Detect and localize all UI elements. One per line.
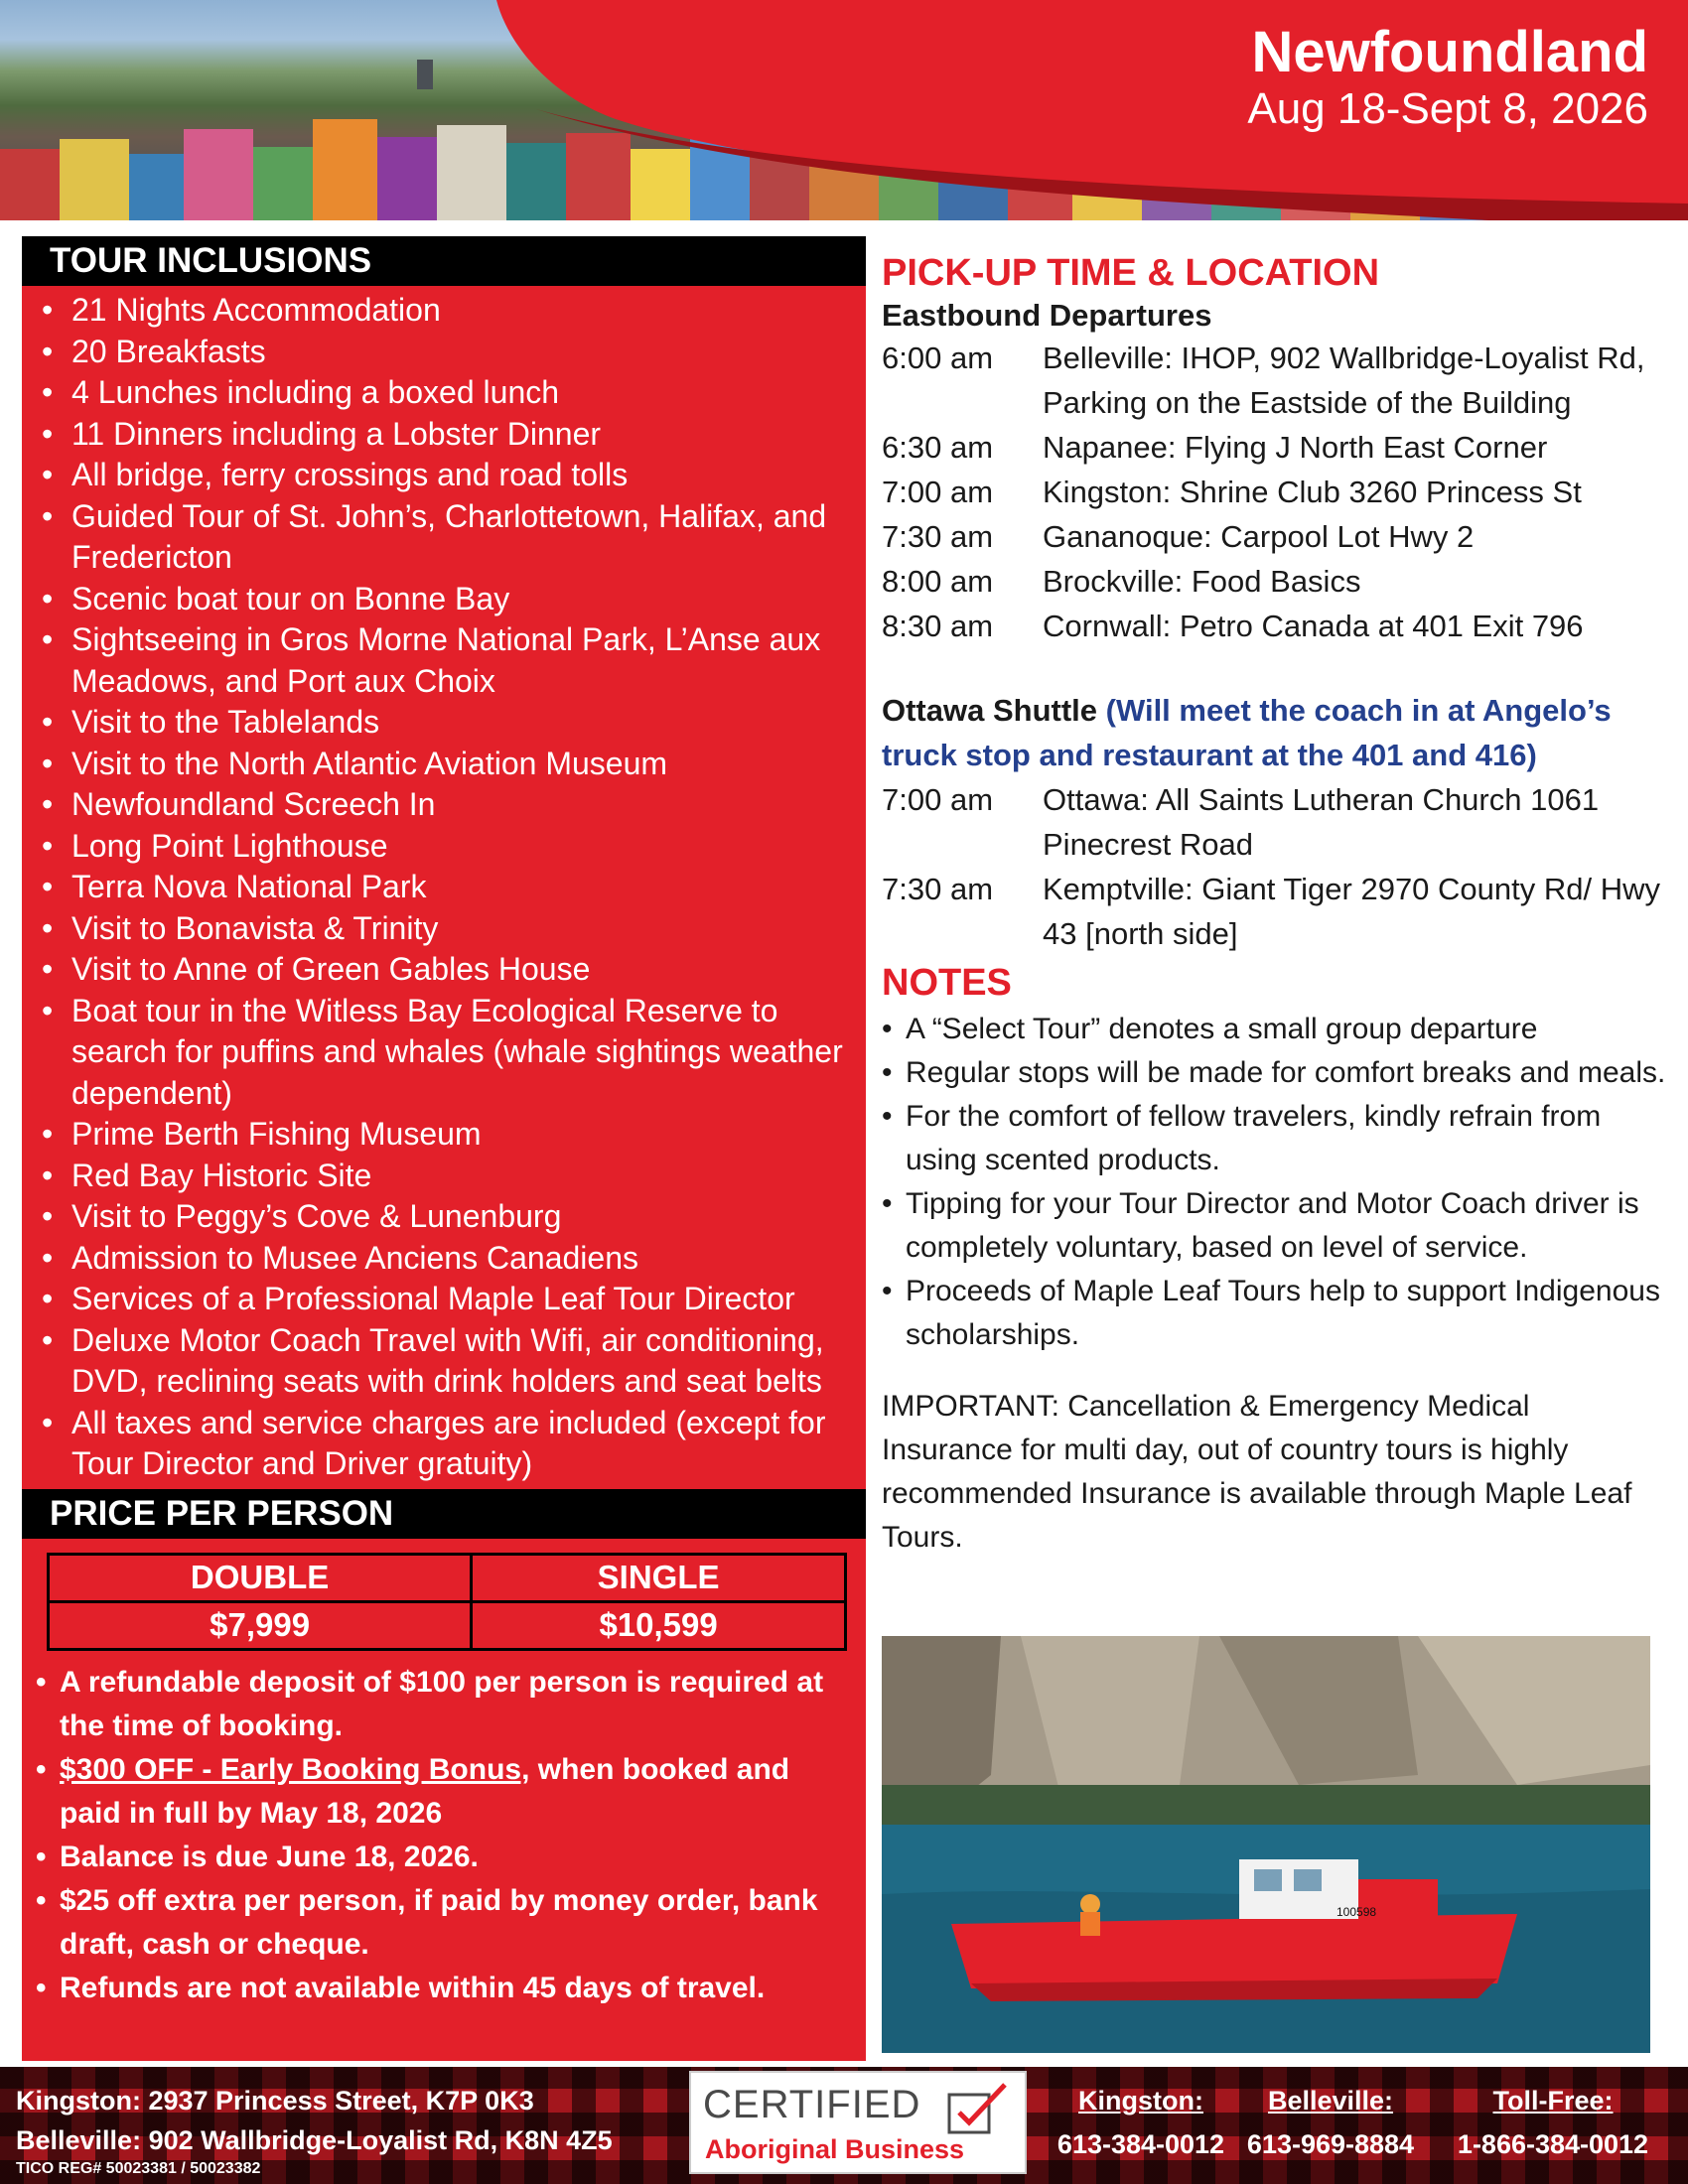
kingston-phone-block [1056, 2079, 1225, 2166]
schedule-row [882, 604, 1666, 648]
footer-addresses [16, 2081, 613, 2178]
right-column [882, 250, 1666, 1560]
pickup-time: 7:30 am [882, 872, 994, 906]
note-item: • Regular stops will be made for comfort breaks and meals. [882, 1051, 1666, 1095]
price-note: • $25 off extra per person, if paid by money order, bank draft, cash or cheque. [36, 1879, 850, 1967]
list-item: • All bridge, ferry crossings and road tolls [34, 455, 850, 496]
note-item: • Tipping for your Tour Director and Motor Coach driver is completely voluntary, based on level of service. [882, 1182, 1666, 1270]
list-item: • Newfoundland Screech In [34, 784, 850, 826]
tour-dates: Aug 18-Sept 8, 2026 [1247, 84, 1648, 133]
note-item: • A “Select Tour” denotes a small group departure [882, 1008, 1666, 1051]
list-item: • Services of a Professional Maple Leaf Tour Director [34, 1279, 850, 1320]
list-item: • Guided Tour of St. John’s, Charlottetown, Halifax, and Fredericton [34, 496, 850, 579]
tollfree-phone-label: Toll-Free: [1492, 2086, 1614, 2116]
eastbound-heading: Eastbound Departures [882, 298, 1212, 333]
kingston-phone[interactable]: 613-384-0012 [1056, 2129, 1225, 2159]
pickup-location: Brockville: Food Basics [1043, 564, 1361, 599]
ottawa-schedule [882, 777, 1666, 956]
list-item: • 4 Lunches including a boxed lunch [34, 372, 850, 414]
price-note: • Refunds are not available within 45 days of travel. [36, 1967, 850, 2010]
pickup-time: 6:00 am [882, 341, 994, 375]
boat-photo [882, 1636, 1650, 2053]
pickup-time: 7:30 am [882, 519, 994, 554]
early-booking-detail: when booked and paid in full by May 18, 2026 [60, 1752, 790, 1830]
tollfree-phone[interactable]: 1-866-384-0012 [1457, 2129, 1649, 2159]
double-price: $7,999 [49, 1601, 472, 1649]
list-item: • Sightseeing in Gros Morne National Park, L’Anse aux Meadows, and Port aux Choix [34, 619, 850, 702]
single-price: $10,599 [472, 1601, 846, 1649]
pickup-location: Ottawa: All Saints Lutheran Church 1061 Pinecrest Road [1043, 782, 1600, 862]
list-item: • Visit to Bonavista & Trinity [34, 908, 850, 950]
list-item: • 21 Nights Accommodation [34, 290, 850, 332]
notes-heading: NOTES [882, 962, 1012, 1004]
pickup-location: Gananoque: Carpool Lot Hwy 2 [1043, 519, 1475, 554]
eastbound-schedule [882, 336, 1666, 648]
list-item: • Admission to Musee Anciens Canadiens [34, 1238, 850, 1280]
aboriginal-business-text: Aboriginal Business [705, 2134, 965, 2164]
pickup-heading: PICK-UP TIME & LOCATION [882, 252, 1380, 294]
schedule-row [882, 559, 1666, 604]
footer [0, 2067, 1688, 2184]
pickup-location: Kemptville: Giant Tiger 2970 County Rd/ Hwy 43 [north side] [1043, 872, 1660, 951]
tour-inclusions-list [22, 286, 866, 1485]
list-item: • 20 Breakfasts [34, 332, 850, 373]
single-label: SINGLE [472, 1554, 846, 1601]
ottawa-shuttle-title: Ottawa Shuttle [882, 693, 1098, 728]
list-item: • Long Point Lighthouse [34, 826, 850, 868]
price-table [47, 1553, 847, 1651]
header-title-block [1247, 22, 1648, 135]
belleville-address: Belleville: 902 Wallbridge-Loyalist Rd, K8N 4Z5 [16, 2125, 613, 2155]
ottawa-shuttle-note: (Will meet the coach in at Angelo’s truck stop and restaurant at the 401 and 416) [882, 693, 1612, 772]
list-item: • Visit to the North Atlantic Aviation Museum [34, 744, 850, 785]
price-per-person-heading: PRICE PER PERSON [22, 1489, 866, 1539]
list-item: • Prime Berth Fishing Museum [34, 1114, 850, 1156]
list-item: • Boat tour in the Witless Bay Ecological Reserve to search for puffins and whales (whale sightings weather dependent) [34, 991, 850, 1115]
belleville-phone[interactable]: 613-969-8884 [1246, 2129, 1415, 2159]
list-item: • Terra Nova National Park [34, 867, 850, 908]
ottawa-shuttle-heading [882, 688, 1666, 777]
early-booking-bonus: $300 OFF - Early Booking Bonus, [60, 1752, 530, 1786]
list-item: • Visit to Peggy’s Cove & Lunenburg [34, 1196, 850, 1238]
kingston-phone-label: Kingston: [1078, 2086, 1203, 2116]
double-label: DOUBLE [49, 1554, 472, 1601]
left-column [22, 236, 866, 2061]
schedule-row [882, 777, 1666, 867]
pickup-location: Belleville: IHOP, 902 Wallbridge-Loyalist Rd, Parking on the Eastside of the Building [1043, 341, 1645, 420]
header-banner [0, 0, 1688, 220]
schedule-row [882, 514, 1666, 559]
list-item: • Visit to the Tablelands [34, 702, 850, 744]
tour-title: Newfoundland [1251, 20, 1648, 84]
pickup-time: 6:30 am [882, 430, 994, 465]
belleville-phone-label: Belleville: [1267, 2086, 1394, 2116]
belleville-phone-block [1243, 2079, 1418, 2166]
tour-inclusions-heading: TOUR INCLUSIONS [22, 236, 866, 286]
price-note: • A refundable deposit of $100 per person is required at the time of booking. [36, 1661, 850, 1748]
note-item: • For the comfort of fellow travelers, kindly refrain from using scented products. [882, 1095, 1666, 1182]
pickup-location: Cornwall: Petro Canada at 401 Exit 796 [1043, 609, 1584, 643]
boat-number: 100598 [1336, 1905, 1377, 1919]
list-item: • 11 Dinners including a Lobster Dinner [34, 414, 850, 456]
certified-aboriginal-business-logo [689, 2071, 1027, 2174]
schedule-row [882, 867, 1666, 956]
pickup-time: 8:30 am [882, 609, 994, 643]
tico-registration: TICO REG# 50023381 / 50023382 [16, 2160, 261, 2177]
schedule-row [882, 470, 1666, 514]
schedule-row [882, 425, 1666, 470]
kingston-address: Kingston: 2937 Princess Street, K7P 0K3 [16, 2086, 534, 2116]
price-note: • Balance is due June 18, 2026. [36, 1836, 850, 1879]
insurance-notice: IMPORTANT: Cancellation & Emergency Medical Insurance for multi day, out of country tours is highly recommended Insurance is available through Maple Leaf Tours. [882, 1390, 1632, 1554]
price-notes-list [22, 1651, 866, 2010]
pickup-time: 8:00 am [882, 564, 994, 599]
list-item: • Visit to Anne of Green Gables House [34, 949, 850, 991]
certified-text: CERTIFIED [703, 2083, 921, 2126]
tollfree-phone-block [1446, 2079, 1660, 2166]
note-item: • Proceeds of Maple Leaf Tours help to support Indigenous scholarships. [882, 1270, 1666, 1357]
pickup-time: 7:00 am [882, 782, 994, 817]
notes-list [882, 1008, 1666, 1357]
boat-illustration [882, 1636, 1650, 2053]
list-item: • All taxes and service charges are included (except for Tour Director and Driver gratuity) [34, 1403, 850, 1485]
feather-check-icon [947, 2081, 1011, 2136]
pickup-location: Napanee: Flying J North East Corner [1043, 430, 1548, 465]
pickup-location: Kingston: Shrine Club 3260 Princess St [1043, 475, 1582, 509]
list-item: • Red Bay Historic Site [34, 1156, 850, 1197]
list-item: • Scenic boat tour on Bonne Bay [34, 579, 850, 620]
list-item: • Deluxe Motor Coach Travel with Wifi, air conditioning, DVD, reclining seats with drink holders and seat belts [34, 1320, 850, 1403]
schedule-row [882, 336, 1666, 425]
price-note [36, 1748, 850, 1836]
pickup-time: 7:00 am [882, 475, 994, 509]
